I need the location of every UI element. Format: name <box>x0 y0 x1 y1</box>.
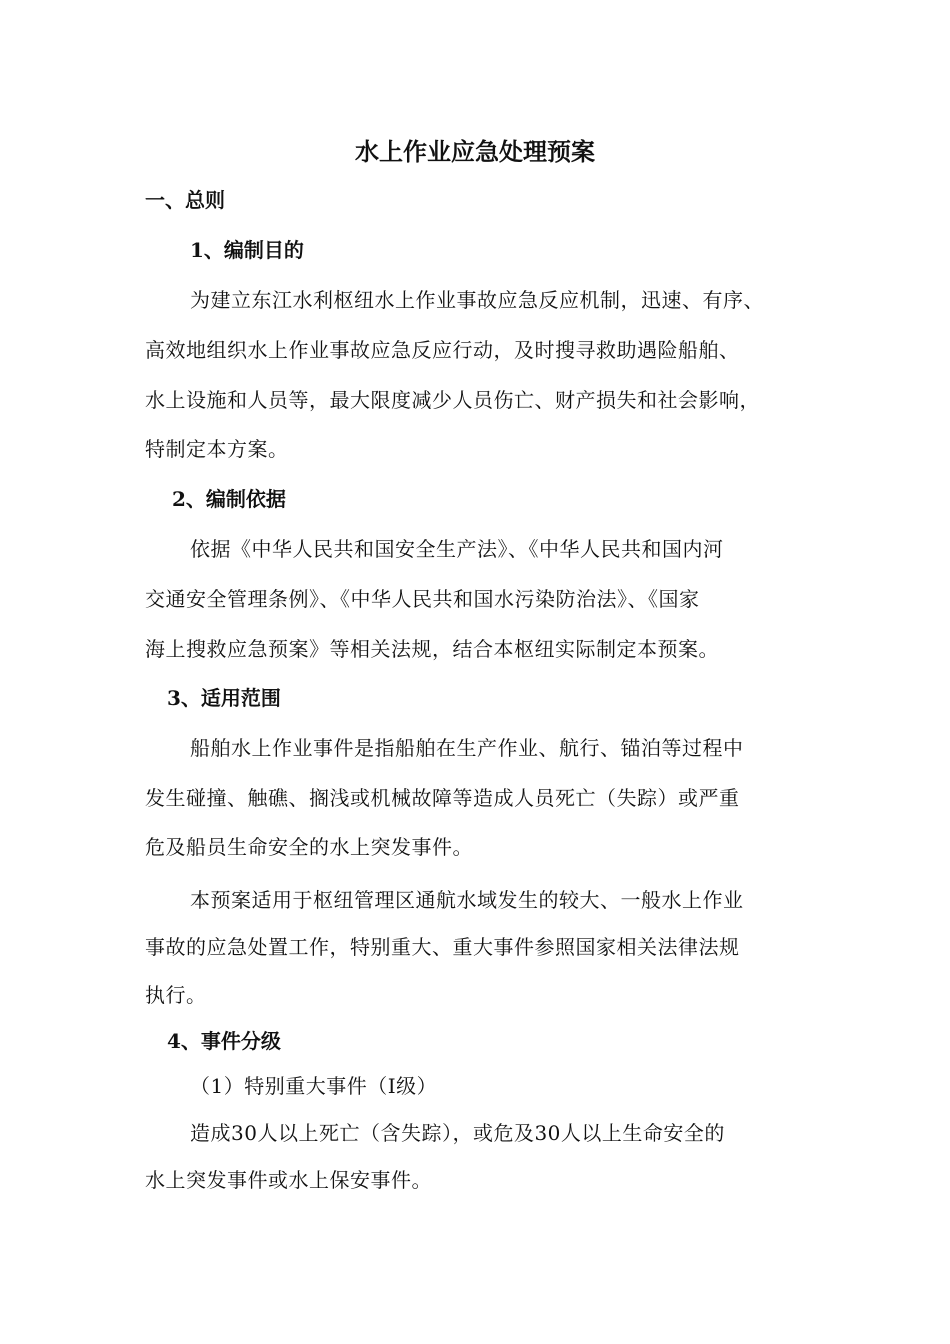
chapter-heading-general: 一、总则 <box>145 188 225 212</box>
section-heading-basis: 2、编制依据 <box>172 487 286 511</box>
subsection-heading-level-1: （1）特别重大事件（I级） <box>190 1074 438 1098</box>
document-title: 水上作业应急处理预案 <box>355 137 595 166</box>
section-heading-classification: 4、事件分级 <box>167 1029 281 1053</box>
paragraph-line: 造成30人以上死亡（含失踪），或危及30人以上生命安全的 <box>190 1121 725 1145</box>
paragraph-line: 事故的应急处置工作，特别重大、重大事件参照国家相关法律法规 <box>145 935 740 959</box>
paragraph-line: 特制定本方案。 <box>145 437 289 461</box>
paragraph-line: 船舶水上作业事件是指船舶在生产作业、航行、锚泊等过程中 <box>190 736 744 760</box>
section-heading-scope: 3、适用范围 <box>167 686 281 710</box>
paragraph-line: 发生碰撞、触礁、搁浅或机械故障等造成人员死亡（失踪）或严重 <box>145 786 740 810</box>
section-heading-purpose: 1、编制目的 <box>190 238 304 262</box>
paragraph-line: 为建立东江水利枢纽水上作业事故应急反应机制，迅速、有序、 <box>190 288 764 312</box>
paragraph-line: 交通安全管理条例》、《中华人民共和国水污染防治法》、《国家 <box>145 587 700 611</box>
paragraph-line: 水上设施和人员等，最大限度减少人员伤亡、财产损失和社会影响， <box>145 388 760 412</box>
paragraph-line: 高效地组织水上作业事故应急反应行动，及时搜寻救助遇险船舶、 <box>145 338 740 362</box>
paragraph-line: 危及船员生命安全的水上突发事件。 <box>145 835 473 859</box>
paragraph-line: 本预案适用于枢纽管理区通航水域发生的较大、一般水上作业 <box>190 888 744 912</box>
paragraph-line: 依据《中华人民共和国安全生产法》、《中华人民共和国内河 <box>190 537 724 561</box>
paragraph-line: 执行。 <box>145 983 207 1007</box>
paragraph-line: 水上突发事件或水上保安事件。 <box>145 1168 432 1192</box>
paragraph-line: 海上搜救应急预案》等相关法规，结合本枢纽实际制定本预案。 <box>145 637 719 661</box>
